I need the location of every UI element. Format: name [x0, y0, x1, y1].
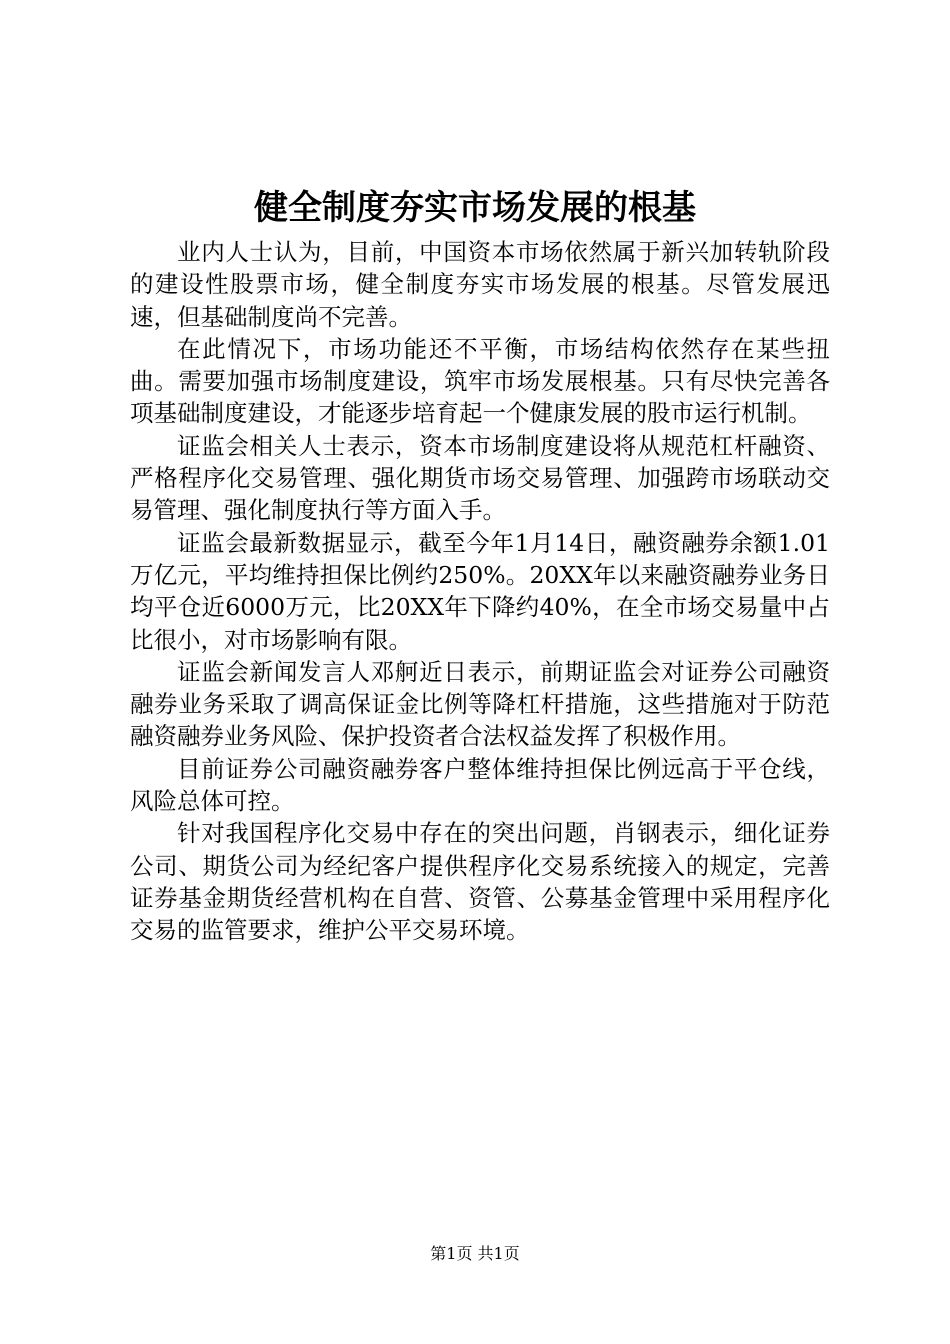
paragraph-4: 证监会最新数据显示，截至今年1月14日，融资融券余额1.01万亿元，平均维持担保比例约250%。20XX年以来融资融券业务日均平仓近6000万元，比20XX年下降约40%，在全市场交易量中占比很小，对市场影响有限。: [130, 528, 830, 654]
paragraph-2: 在此情况下，市场功能还不平衡，市场结构依然存在某些扭曲。需要加强市场制度建设，筑牢市场发展根基。只有尽快完善各项基础制度建设，才能逐步培育起一个健康发展的股市运行机制。: [130, 334, 830, 428]
paragraph-6: 目前证券公司融资融券客户整体维持担保比例远高于平仓线，风险总体可控。: [130, 754, 830, 816]
document-body: [130, 236, 830, 947]
page-footer: 第1页 共1页: [430, 1244, 520, 1263]
paragraph-3: 证监会相关人士表示，资本市场制度建设将从规范杠杆融资、严格程序化交易管理、强化期货市场交易管理、加强跨市场联动交易管理、强化制度执行等方面入手。: [130, 431, 830, 525]
paragraph-1: 业内人士认为，目前，中国资本市场依然属于新兴加转轨阶段的建设性股票市场，健全制度夯实市场发展的根基。尽管发展迅速，但基础制度尚不完善。: [130, 238, 830, 331]
paragraph-5: 证监会新闻发言人邓舸近日表示，前期证监会对证券公司融资融券业务采取了调高保证金比例等降杠杆措施，这些措施对于防范融资融券业务风险、保护投资者合法权益发挥了积极作用。: [130, 657, 830, 751]
paragraph-7: 针对我国程序化交易中存在的突出问题，肖钢表示，细化证券公司、期货公司为经纪客户提供程序化交易系统接入的规定，完善证券基金期货经营机构在自营、资管、公募基金管理中采用程序化交易的监管要求，维护公平交易环境。: [130, 819, 830, 945]
document-title: 健全制度夯实市场发展的根基: [254, 188, 696, 228]
